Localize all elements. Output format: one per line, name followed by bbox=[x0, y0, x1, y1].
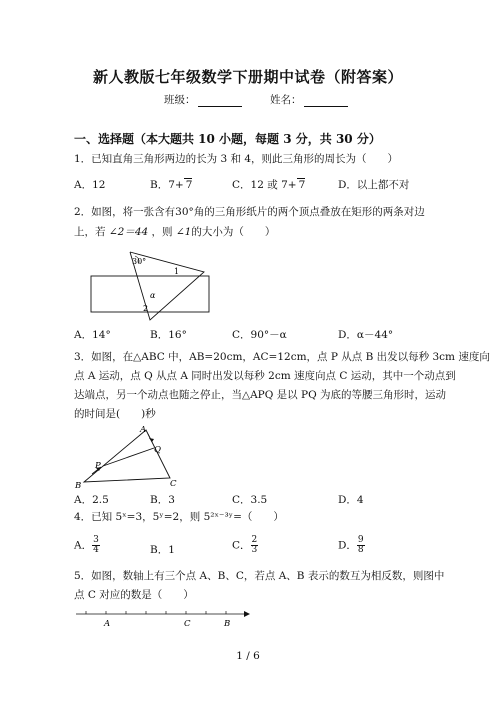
q3-option-c: C．3.5 bbox=[232, 494, 268, 506]
page-number: 1 / 6 bbox=[236, 650, 260, 662]
q1-option-c bbox=[232, 177, 305, 192]
q4-option-d-fraction bbox=[357, 536, 365, 555]
q4-option-c-label: C． bbox=[232, 539, 251, 552]
q4-a-den: 4 bbox=[93, 545, 99, 555]
q4-d-num: 9 bbox=[357, 535, 364, 545]
fig-label-a: A bbox=[140, 425, 147, 435]
fig-label-2: 2 bbox=[143, 304, 149, 313]
class-label: 班级： bbox=[164, 94, 196, 106]
segment-pq bbox=[103, 448, 154, 466]
q4-option-c-fraction bbox=[251, 536, 259, 555]
q2-line2 bbox=[74, 226, 275, 239]
number-line-ticks bbox=[86, 611, 226, 614]
q1-option-c-radical: 7 bbox=[298, 179, 306, 191]
q1-stem: 1．已知直角三角形两边的长为 3 和 4，则此三角形的周长为（ ） bbox=[74, 153, 399, 165]
q3-figure bbox=[74, 424, 184, 490]
fig-label-b: B bbox=[75, 481, 82, 491]
q1-option-d: D．以上都不对 bbox=[338, 179, 410, 191]
fig-label-p: P bbox=[95, 461, 101, 471]
q1-option-b bbox=[150, 177, 192, 192]
q3-line2: 点 A 运动，点 Q 从点 A 同时出发以每秒 2cm 速度向点 C 运动，其中一个动点到 bbox=[74, 370, 456, 382]
fig-label-c: C bbox=[170, 479, 177, 489]
q2-option-c: C．90°－α bbox=[232, 329, 287, 341]
q4-option-b: B．1 bbox=[150, 544, 175, 556]
q3-line3: 达端点，另一个动点也随之停止，当△APQ 是以 PQ 为底的等腰三角形时，运动 bbox=[74, 389, 447, 401]
q2-line2-e: 的大小为（ ） bbox=[191, 226, 276, 238]
fig-label-alpha: α bbox=[150, 291, 156, 300]
triangle-abc bbox=[84, 430, 170, 482]
name-blank bbox=[304, 95, 348, 107]
q2-figure bbox=[88, 248, 218, 326]
q3-line1: 3．如图，在△ABC 中，AB=20cm，AC=12cm，点 P 从点 B 出发以每秒 3cm 速度向 bbox=[74, 351, 490, 363]
page-title: 新人教版七年级数学下册期中试卷（附答案） bbox=[92, 68, 403, 86]
number-line-arrow bbox=[244, 611, 250, 617]
q2-line2-a: 上，若 bbox=[74, 226, 106, 238]
q4-option-d bbox=[338, 536, 365, 555]
q1-option-b-text: B．7+ bbox=[150, 179, 184, 191]
q5-line2: 点 C 对应的数是（ ） bbox=[74, 589, 194, 601]
q3-option-a: A．2.5 bbox=[74, 494, 109, 506]
q2-option-a: A．14° bbox=[74, 329, 111, 341]
q1-option-c-text: C．12 或 7+ bbox=[232, 179, 297, 191]
q5-number-line bbox=[74, 606, 254, 630]
class-field bbox=[164, 92, 242, 107]
q2-line2-c: ，则 bbox=[151, 226, 173, 238]
q4-option-c bbox=[232, 536, 258, 555]
class-blank bbox=[198, 95, 242, 107]
q1-option-a: A．12 bbox=[74, 179, 106, 191]
q4-c-num: 2 bbox=[251, 535, 258, 545]
name-field bbox=[270, 92, 348, 107]
q3-line4: 的时间是( )秒 bbox=[74, 408, 156, 420]
q3-option-d: D．4 bbox=[338, 494, 364, 506]
q2-angle2: ∠2＝44 bbox=[108, 226, 149, 238]
q2-option-b: B．16° bbox=[150, 329, 187, 341]
number-line-label-b: B bbox=[224, 619, 231, 629]
q2-line1: 2．如图，将一张含有30°角的三角形纸片的两个顶点叠放在矩形的两条对边 bbox=[74, 206, 425, 218]
q4-stem: 4．已知 5ˣ=3，5ʸ=2，则 5²ˣ⁻³ʸ=（ ） bbox=[74, 511, 284, 523]
fig-label-1: 1 bbox=[174, 267, 180, 276]
q4-c-den: 3 bbox=[251, 545, 258, 555]
q4-a-num: 3 bbox=[93, 535, 99, 545]
q2-option-d: D．α－44° bbox=[338, 329, 394, 341]
q4-option-a-fraction bbox=[92, 536, 100, 555]
q4-d-den: 8 bbox=[357, 545, 364, 555]
name-label: 姓名： bbox=[270, 94, 302, 106]
fig-label-q: Q bbox=[154, 445, 161, 455]
q1-option-b-radical: 7 bbox=[185, 179, 193, 191]
q3-option-b: B．3 bbox=[150, 494, 175, 506]
q4-option-a bbox=[74, 536, 100, 555]
fig-label-30: 30° bbox=[132, 257, 147, 266]
q2-angle1: ∠1 bbox=[175, 226, 192, 238]
q4-option-a-label: A． bbox=[74, 539, 93, 552]
number-line-label-a: A bbox=[104, 619, 111, 629]
number-line-label-c: C bbox=[184, 619, 191, 629]
q4-option-d-label: D． bbox=[338, 539, 357, 552]
q5-line1: 5．如图，数轴上有三个点 A、B、C，若点 A、B 表示的数互为相反数，则图中 bbox=[74, 570, 445, 582]
section-heading: 一、选择题（本大题共 10 小题，每题 3 分，共 30 分） bbox=[74, 132, 381, 146]
